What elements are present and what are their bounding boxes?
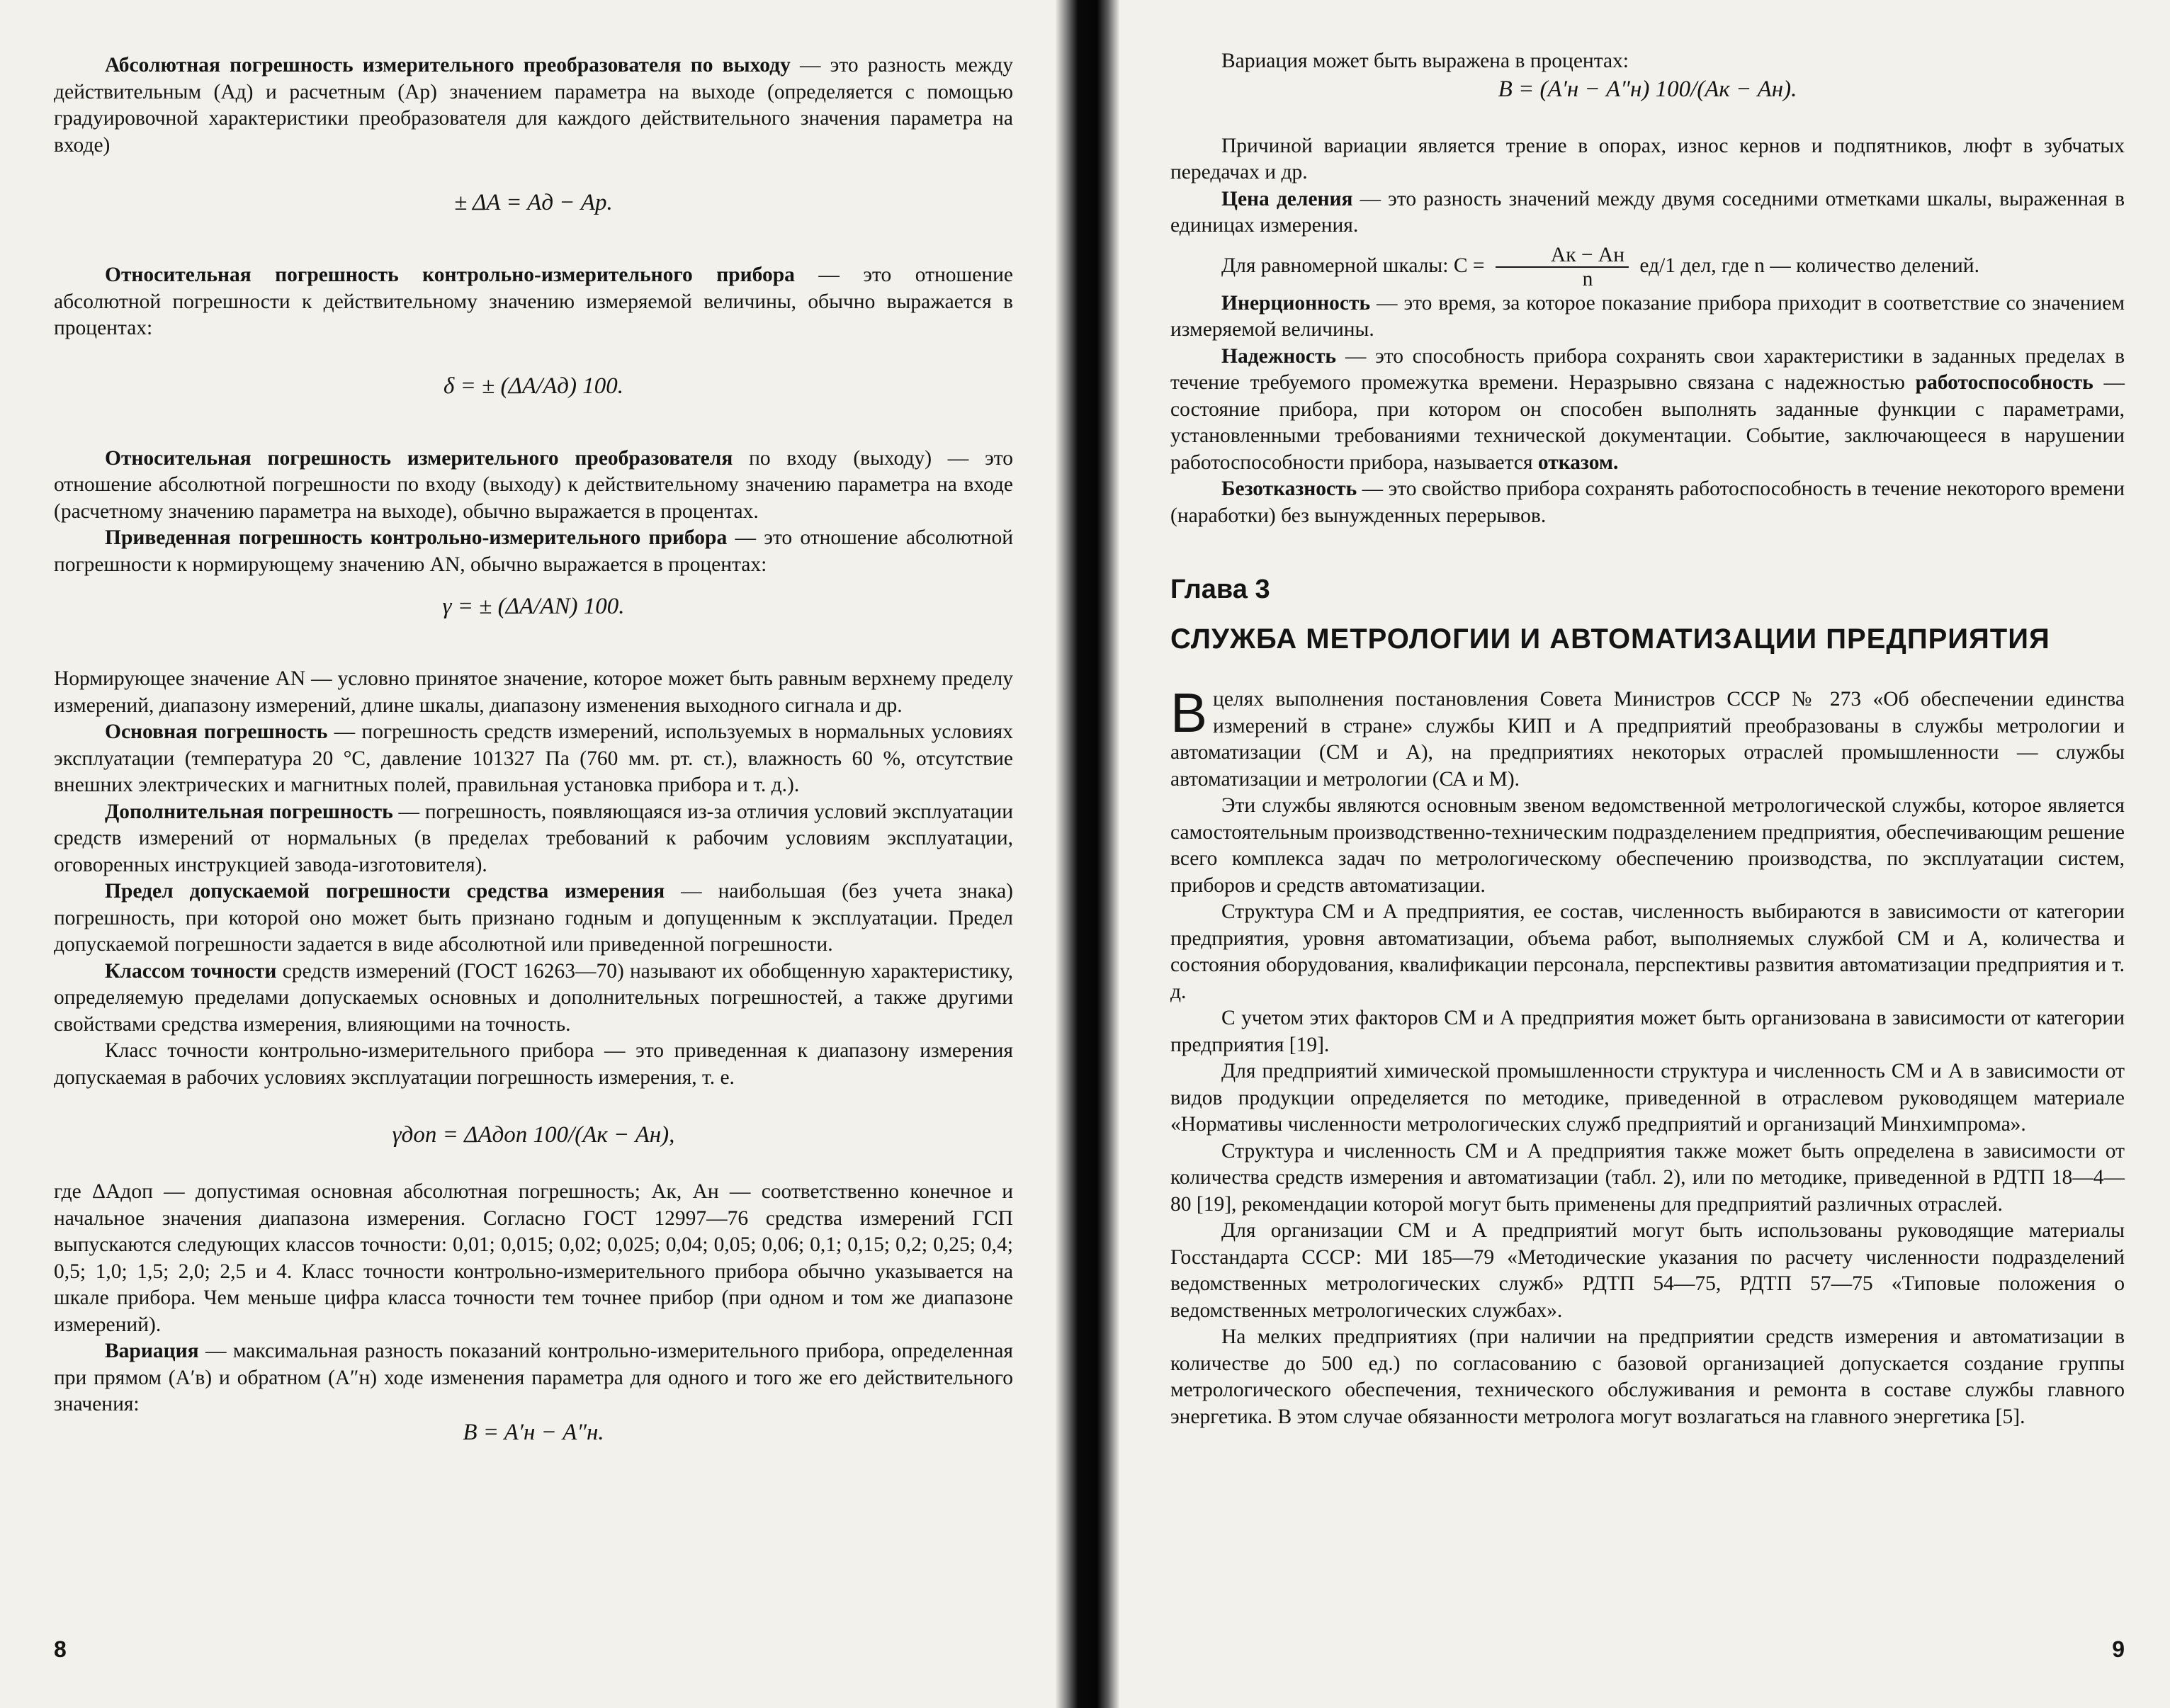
term: Приведенная погрешность контрольно-измерительного прибора (105, 526, 728, 549)
paragraph-text: — это отношение абсолютной погрешности к нормирующему значению AN, обычно выражается в процентах: (54, 526, 1014, 576)
paragraph: С учетом этих факторов СМ и А предприятия может быть организована в зависимости от категории предприятия [19]. (1170, 1007, 2125, 1056)
formula-suffix: ед/1 дел, где n — количество делений. (1639, 254, 1979, 277)
paragraph: Для организации СМ и А предприятий могут быть использованы руководящие материалы Госстандарта СССР: МИ 185—79 «Методические указания по расчету численности подразделений ведомственных метрологических служб» РДТП 54—75, РДТП 57—75 «Типовые положения о ведомственных метрологических службах». (1170, 1219, 2125, 1322)
paragraph (1170, 344, 2125, 477)
term: работоспособность (1915, 371, 2093, 394)
paragraph (1170, 476, 2125, 529)
paragraph (54, 525, 1013, 578)
paragraph-text: — максимальная разность показаний контрольно-измерительного прибора, определенная при прямом (A′в) и обратном (A″н) ходе изменения параметра для одного и того же его действительного значения: (54, 1340, 1013, 1415)
paragraph: Нормирующее значение AN — условно принятое значение, которое может быть равным верхнему пределу измерений, диапазону измерений, длине шкалы, диапазону изменения выходного сигнала и др. (54, 667, 1013, 717)
chapter-title: СЛУЖБА МЕТРОЛОГИИ И АВТОМАТИЗАЦИИ ПРЕДПРИЯТИЯ (1170, 623, 2050, 655)
paragraph (54, 878, 1013, 958)
paragraph (54, 1338, 1013, 1418)
paragraph: где ΔAдоп — допустимая основная абсолютная погрешность; Aк, Aн — соответственно конечное и начальное значения диапазона измерения. Согласно ГОСТ 12997—76 средства измерений ГСП выпускаются следующих классов точности: 0,01; 0,015; 0,02; 0,025; 0,04; 0,05; 0,06; 0,1; 0,15; 0,2; 0,25; 0,4; 0,5; 1,0; 1,5; 2,0; 2,5 и 4. Класс точности контрольно-измерительного прибора обычно указывается на шкале прибора. Чем меньше цифра класса точности тем точнее прибор (при одном и том же диапазоне измерений). (54, 1180, 1013, 1336)
paragraph-text: — это отношение абсолютной погрешности к действительному значению измеряемой величины, обычно выражается в процентах: (54, 264, 1013, 339)
term: Основная погрешность (105, 720, 328, 743)
paragraph (1170, 681, 2125, 793)
formula: γдоп = ΔAдоп 100/(Aк − Aн), (392, 1122, 675, 1148)
term: Безотказность (1221, 477, 1357, 500)
paragraph-text: — наибольшая (без учета знака) погрешность, при которой оно может быть признано годным и допущенным к эксплуатации. Предел допускаемой погрешности задается в виде абсолютной или приведенной погрешности. (54, 880, 1013, 956)
paragraph-text: — погрешность, появляющаяся из-за отличия условий эксплуатации средств измерений от нормальных (в пределах требований к рабочим условиям эксплуатации, оговоренных инструкцией завода-изготовителя). (54, 800, 1013, 876)
paragraph-text: целях выполнения постановления Совета Министров СССР № 273 «Об обеспечении единства измерений в стране» службы КИП и А предприятий преобразованы в службы метрологии и автоматизации (СМ и А), на предприятиях некоторых отраслей промышленности — службы автоматизации и метрологии (СА и М). (1170, 688, 2125, 791)
paragraph-text: средств измерений (ГОСТ 16263—70) называют их обобщенную характеристику, определяемую пределами допускаемых основных и дополнительных погрешностей, а также другими свойствами средства измерения, влияющими на точность. (54, 959, 1013, 1036)
fraction (1496, 244, 1629, 290)
paragraph (54, 958, 1013, 1039)
paragraph: Вариация может быть выражена в процентах: (1221, 50, 1629, 72)
term: Относительная погрешность измерительного преобразователя (105, 446, 733, 470)
paragraph: Причиной вариации является трение в опорах, износ кернов и подпятников, люфт в зубчатых передачах и др. (1170, 134, 2125, 183)
book-spine (1056, 0, 1119, 1708)
term: Абсолютная погрешность измерительного преобразователя по выходу (105, 54, 791, 77)
paragraph-text: — это разность между действительным (Aд) и расчетным (Aр) значением параметра на выходе (определяется с помощью градуировочной характеристики преобразователя для каждого действительного значения параметра на входе) (54, 54, 1013, 157)
chapter-number: Глава 3 (1170, 575, 1270, 604)
paragraph-text: — это способность прибора сохранять свои характеристики в заданных пределах в течение требуемого промежутка времени. Неразрывно связана с надежностью (1170, 344, 2125, 394)
paragraph (54, 799, 1013, 879)
paragraph (1170, 186, 2125, 239)
paragraph-text: — это свойство прибора сохранять работоспособность в течение некоторого времени (наработки) без вынужденных перерывов. (1170, 477, 2125, 527)
paragraph-text: — это разность значений между двумя соседними отметками шкалы, выраженная в единицах измерения. (1170, 187, 2125, 237)
paragraph: На мелких предприятиях (при наличии на предприятии средств измерения и автоматизации в количестве до 500 ед.) по согласованию с базовой организацией допускается создание группы метрологического обеспечения, технического обслуживания и ремонта в составе службы главного энергетика. В этом случае обязанности метролога могут возлагаться на главного энергетика [5]. (1170, 1325, 2125, 1428)
formula: γ = ± (ΔA/AN) 100. (442, 594, 625, 619)
formula-inline (1170, 244, 2125, 290)
fraction-numerator: Aк − Aн (1496, 244, 1629, 268)
paragraph-text: — это время, за которое показание прибора приходит в соответствие со значением измеряемой величины. (1170, 291, 2125, 341)
fraction-denominator: n (1582, 267, 1593, 290)
paragraph (54, 52, 1013, 159)
term: Надежность (1221, 344, 1337, 368)
formula: B = A′н − A″н. (463, 1419, 604, 1445)
term: отказом. (1537, 451, 1619, 474)
term: Относительная погрешность контрольно-измерительного прибора (105, 264, 795, 286)
term: Дополнительная погрешность (105, 800, 393, 823)
page-number: 8 (54, 1636, 67, 1662)
term: Вариация (105, 1340, 199, 1362)
paragraph: Для предприятий химической промышленности структура и численность СМ и А в зависимости от видов продукции определяется по методике, приведенной в отраслевом руководящем материале «Нормативы численности метрологических служб предприятий и организаций Минхимпрома». (1170, 1060, 2125, 1136)
paragraph: Структура и численность СМ и А предприятия также может быть определена в зависимости от количества средств измерения и автоматизации (табл. 2), или по методике, приведенной в РДТП 18—4—80 [19], рекомендации которой могут быть применены для предприятий различных отраслей. (1170, 1139, 2125, 1216)
term: Цена деления (1221, 187, 1353, 210)
paragraph (54, 446, 1013, 526)
paragraph: Эти службы являются основным звеном ведомственной метрологической службы, которое является самостоятельным производственно-техническим подразделением предприятия, обеспечивающим решение всего комплекса задач по метрологическому обеспечению производства, по эксплуатации систем, приборов и средств автоматизации. (1170, 794, 2125, 897)
formula: δ = ± (ΔA/Aд) 100. (443, 373, 623, 399)
formula: ± ΔA = Aд − Aр. (454, 190, 613, 215)
paragraph-text: — состояние прибора, при котором он способен выполнять заданные функции с параметрами, установленными требованиями технической документации. Событие, заключающееся в нарушении работоспособности прибора, называется (1170, 371, 2125, 474)
page-number: 9 (2112, 1636, 2125, 1662)
paragraph-text: — погрешность средств измерений, используемых в нормальных условиях эксплуатации (температура 20 °С, давление 101327 Па (760 мм. рт. ст.), влажность 60 %, отсутствие внешних электрических и магнитных полей, правильная установка прибора и т. д.). (54, 720, 1013, 796)
paragraph: Класс точности контрольно-измерительного прибора — это приведенная к диапазону измерения допускаемая в рабочих условиях эксплуатации погрешность измерения, т. е. (54, 1039, 1013, 1089)
paragraph-text: по входу (выходу) — это отношение абсолютной погрешности по входу (выходу) к действительному значению параметра на входе (расчетному значению параметра на выходе), обычно выражается в процентах. (54, 446, 1013, 523)
formula: B = (A′н − A″н) 100/(Aк − Aн). (1498, 76, 1797, 102)
left-page (0, 0, 1056, 1708)
formula-prefix: Для равномерной шкалы: C = (1221, 254, 1485, 277)
paragraph (1170, 290, 2125, 344)
term: Предел допускаемой погрешности средства измерения (105, 880, 665, 903)
right-page (1119, 0, 2170, 1708)
term: Классом точности (105, 959, 277, 983)
paragraph (54, 262, 1013, 342)
term: Инерционность (1221, 291, 1371, 315)
paragraph: Структура СМ и А предприятия, ее состав, численность выбираются в зависимости от категории предприятия, уровня автоматизации, объема работ, выполняемых службой СМ и А, количества и состояния оборудования, квалификации персонала, перспективы развития автоматизации предприятия и т. д. (1170, 900, 2125, 1003)
paragraph (54, 719, 1013, 799)
drop-cap: В (1170, 681, 1208, 744)
